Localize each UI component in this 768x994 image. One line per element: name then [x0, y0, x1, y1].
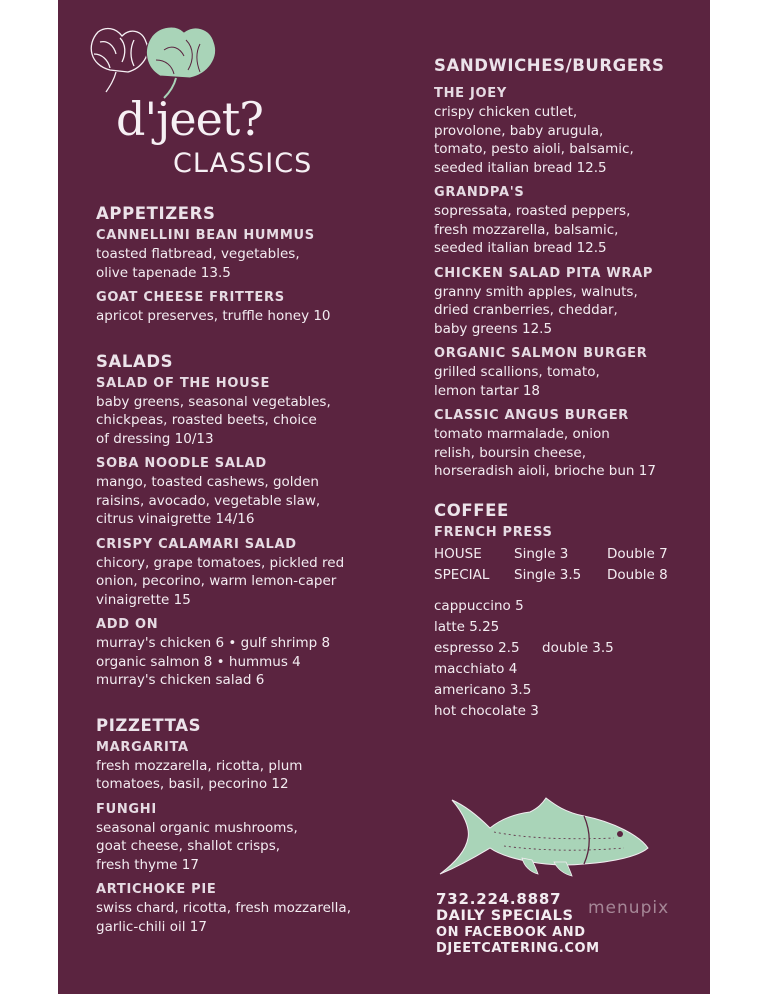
item-name: MARGARITA	[96, 739, 189, 755]
press-single: Single 3	[514, 545, 569, 562]
menu-item	[96, 801, 396, 875]
item-description: fresh mozzarella, ricotta, plum tomatoes, basil, pecorino 12	[96, 757, 303, 792]
item-description: chicory, grape tomatoes, pickled red onion, pecorino, warm lemon-caper vinaigrette 15	[96, 554, 345, 608]
menu-item	[96, 455, 396, 529]
item-description: apricot preserves, truffle honey 10	[96, 308, 331, 324]
item-name: CANNELLINI BEAN HUMMUS	[96, 228, 315, 243]
menu-item	[96, 536, 396, 610]
item-name: SOBA NOODLE SALAD	[96, 456, 267, 471]
item-name: CRISPY CALAMARI SALAD	[96, 536, 297, 552]
item-description: crispy chicken cutlet, provolone, baby arugula, tomato, pesto aioli, balsamic, seeded italian bread 12.5	[434, 104, 634, 176]
item-name: ORGANIC SALMON BURGER	[434, 346, 648, 361]
logo-subtitle: CLASSICS	[173, 148, 313, 179]
item-name: SALAD OF THE HOUSE	[96, 375, 271, 391]
right-column	[434, 56, 706, 722]
watermark: menupix	[588, 898, 670, 918]
menu-item	[96, 375, 396, 449]
section-title-salads: SALADS	[96, 351, 174, 371]
press-row	[434, 565, 706, 586]
logo	[80, 20, 330, 190]
left-column	[96, 204, 396, 943]
item-description: toasted flatbread, vegetables, olive tapenade 13.5	[96, 246, 300, 281]
sandwiches-section	[434, 56, 706, 481]
press-label: HOUSE	[434, 545, 482, 562]
facebook-line: ON FACEBOOK AND	[436, 925, 586, 940]
daily-specials: DAILY SPECIALS	[436, 908, 574, 924]
item-description: tomato marmalade, onion relish, boursin cheese, horseradish aioli, brioche bun 17	[434, 426, 656, 479]
artichoke-icon	[80, 20, 330, 100]
item-description: grilled scallions, tomato, lemon tartar 18	[434, 364, 600, 399]
coffee-espresso-double: double 3.5	[542, 639, 614, 656]
item-name: THE JOEY	[434, 86, 507, 101]
phone-number: 732.224.8887	[436, 890, 562, 908]
item-description: sopressata, roasted peppers, fresh mozzarella, balsamic, seeded italian bread 12.5	[434, 203, 631, 256]
menu-page	[58, 0, 710, 994]
coffee-hot-chocolate: hot chocolate 3	[434, 702, 539, 719]
contact-block	[436, 890, 600, 957]
item-description: murray's chicken 6 • gulf shrimp 8 organic salmon 8 • hummus 4 murray's chicken salad 6	[96, 635, 331, 688]
coffee-macchiato: macchiato 4	[434, 660, 518, 677]
section-title-pizzettas: PIZZETTAS	[96, 715, 202, 735]
press-single: Single 3.5	[514, 566, 582, 583]
press-row	[434, 544, 706, 565]
coffee-cappuccino: cappuccino 5	[434, 597, 524, 614]
menu-item	[434, 407, 706, 481]
coffee-americano: americano 3.5	[434, 681, 532, 698]
coffee-espresso: espresso 2.5	[434, 639, 520, 656]
item-name: ARTICHOKE PIE	[96, 882, 217, 897]
item-name: CLASSIC ANGUS BURGER	[434, 408, 630, 423]
menu-item	[96, 881, 396, 936]
website-line: DJEETCATERING.COM	[436, 941, 600, 956]
menu-item	[434, 85, 706, 177]
item-description: seasonal organic mushrooms, goat cheese, shallot crisps, fresh thyme 17	[96, 819, 298, 873]
menu-item	[96, 739, 396, 794]
item-description: baby greens, seasonal vegetables, chickpeas, roasted beets, choice of dressing 10/13	[96, 393, 331, 447]
coffee-espresso-row	[434, 638, 706, 659]
item-name: CHICKEN SALAD PITA WRAP	[434, 265, 654, 281]
press-label: SPECIAL	[434, 566, 490, 583]
item-name: FUNGHI	[96, 801, 157, 817]
logo-wordmark: d'jeet?	[116, 92, 263, 146]
coffee-latte: latte 5.25	[434, 618, 500, 635]
appetizers-section	[96, 204, 396, 326]
french-press-heading: FRENCH PRESS	[434, 524, 553, 540]
item-name: GRANDPA'S	[434, 185, 525, 200]
salads-section	[96, 352, 396, 690]
press-double: Double 7	[607, 545, 668, 562]
pizzettas-section	[96, 716, 396, 937]
coffee-section	[434, 501, 706, 722]
menu-item	[434, 184, 706, 258]
menu-item	[96, 616, 396, 690]
press-double: Double 8	[607, 566, 668, 583]
menu-item	[96, 227, 396, 282]
section-title-sandwiches: SANDWICHES/BURGERS	[434, 56, 665, 75]
item-description: mango, toasted cashews, golden raisins, avocado, vegetable slaw, citrus vinaigrette 14/16	[96, 474, 321, 527]
section-title-coffee: COFFEE	[434, 500, 509, 520]
fish-icon	[434, 792, 664, 882]
section-title-appetizers: APPETIZERS	[96, 204, 216, 223]
menu-item	[96, 289, 396, 326]
menu-item	[434, 265, 706, 339]
item-description: swiss chard, ricotta, fresh mozzarella, garlic-chili oil 17	[96, 900, 351, 935]
item-description: granny smith apples, walnuts, dried cranberries, cheddar, baby greens 12.5	[434, 283, 638, 337]
item-name: ADD ON	[96, 617, 159, 632]
item-name: GOAT CHEESE FRITTERS	[96, 290, 285, 305]
menu-item	[434, 345, 706, 400]
